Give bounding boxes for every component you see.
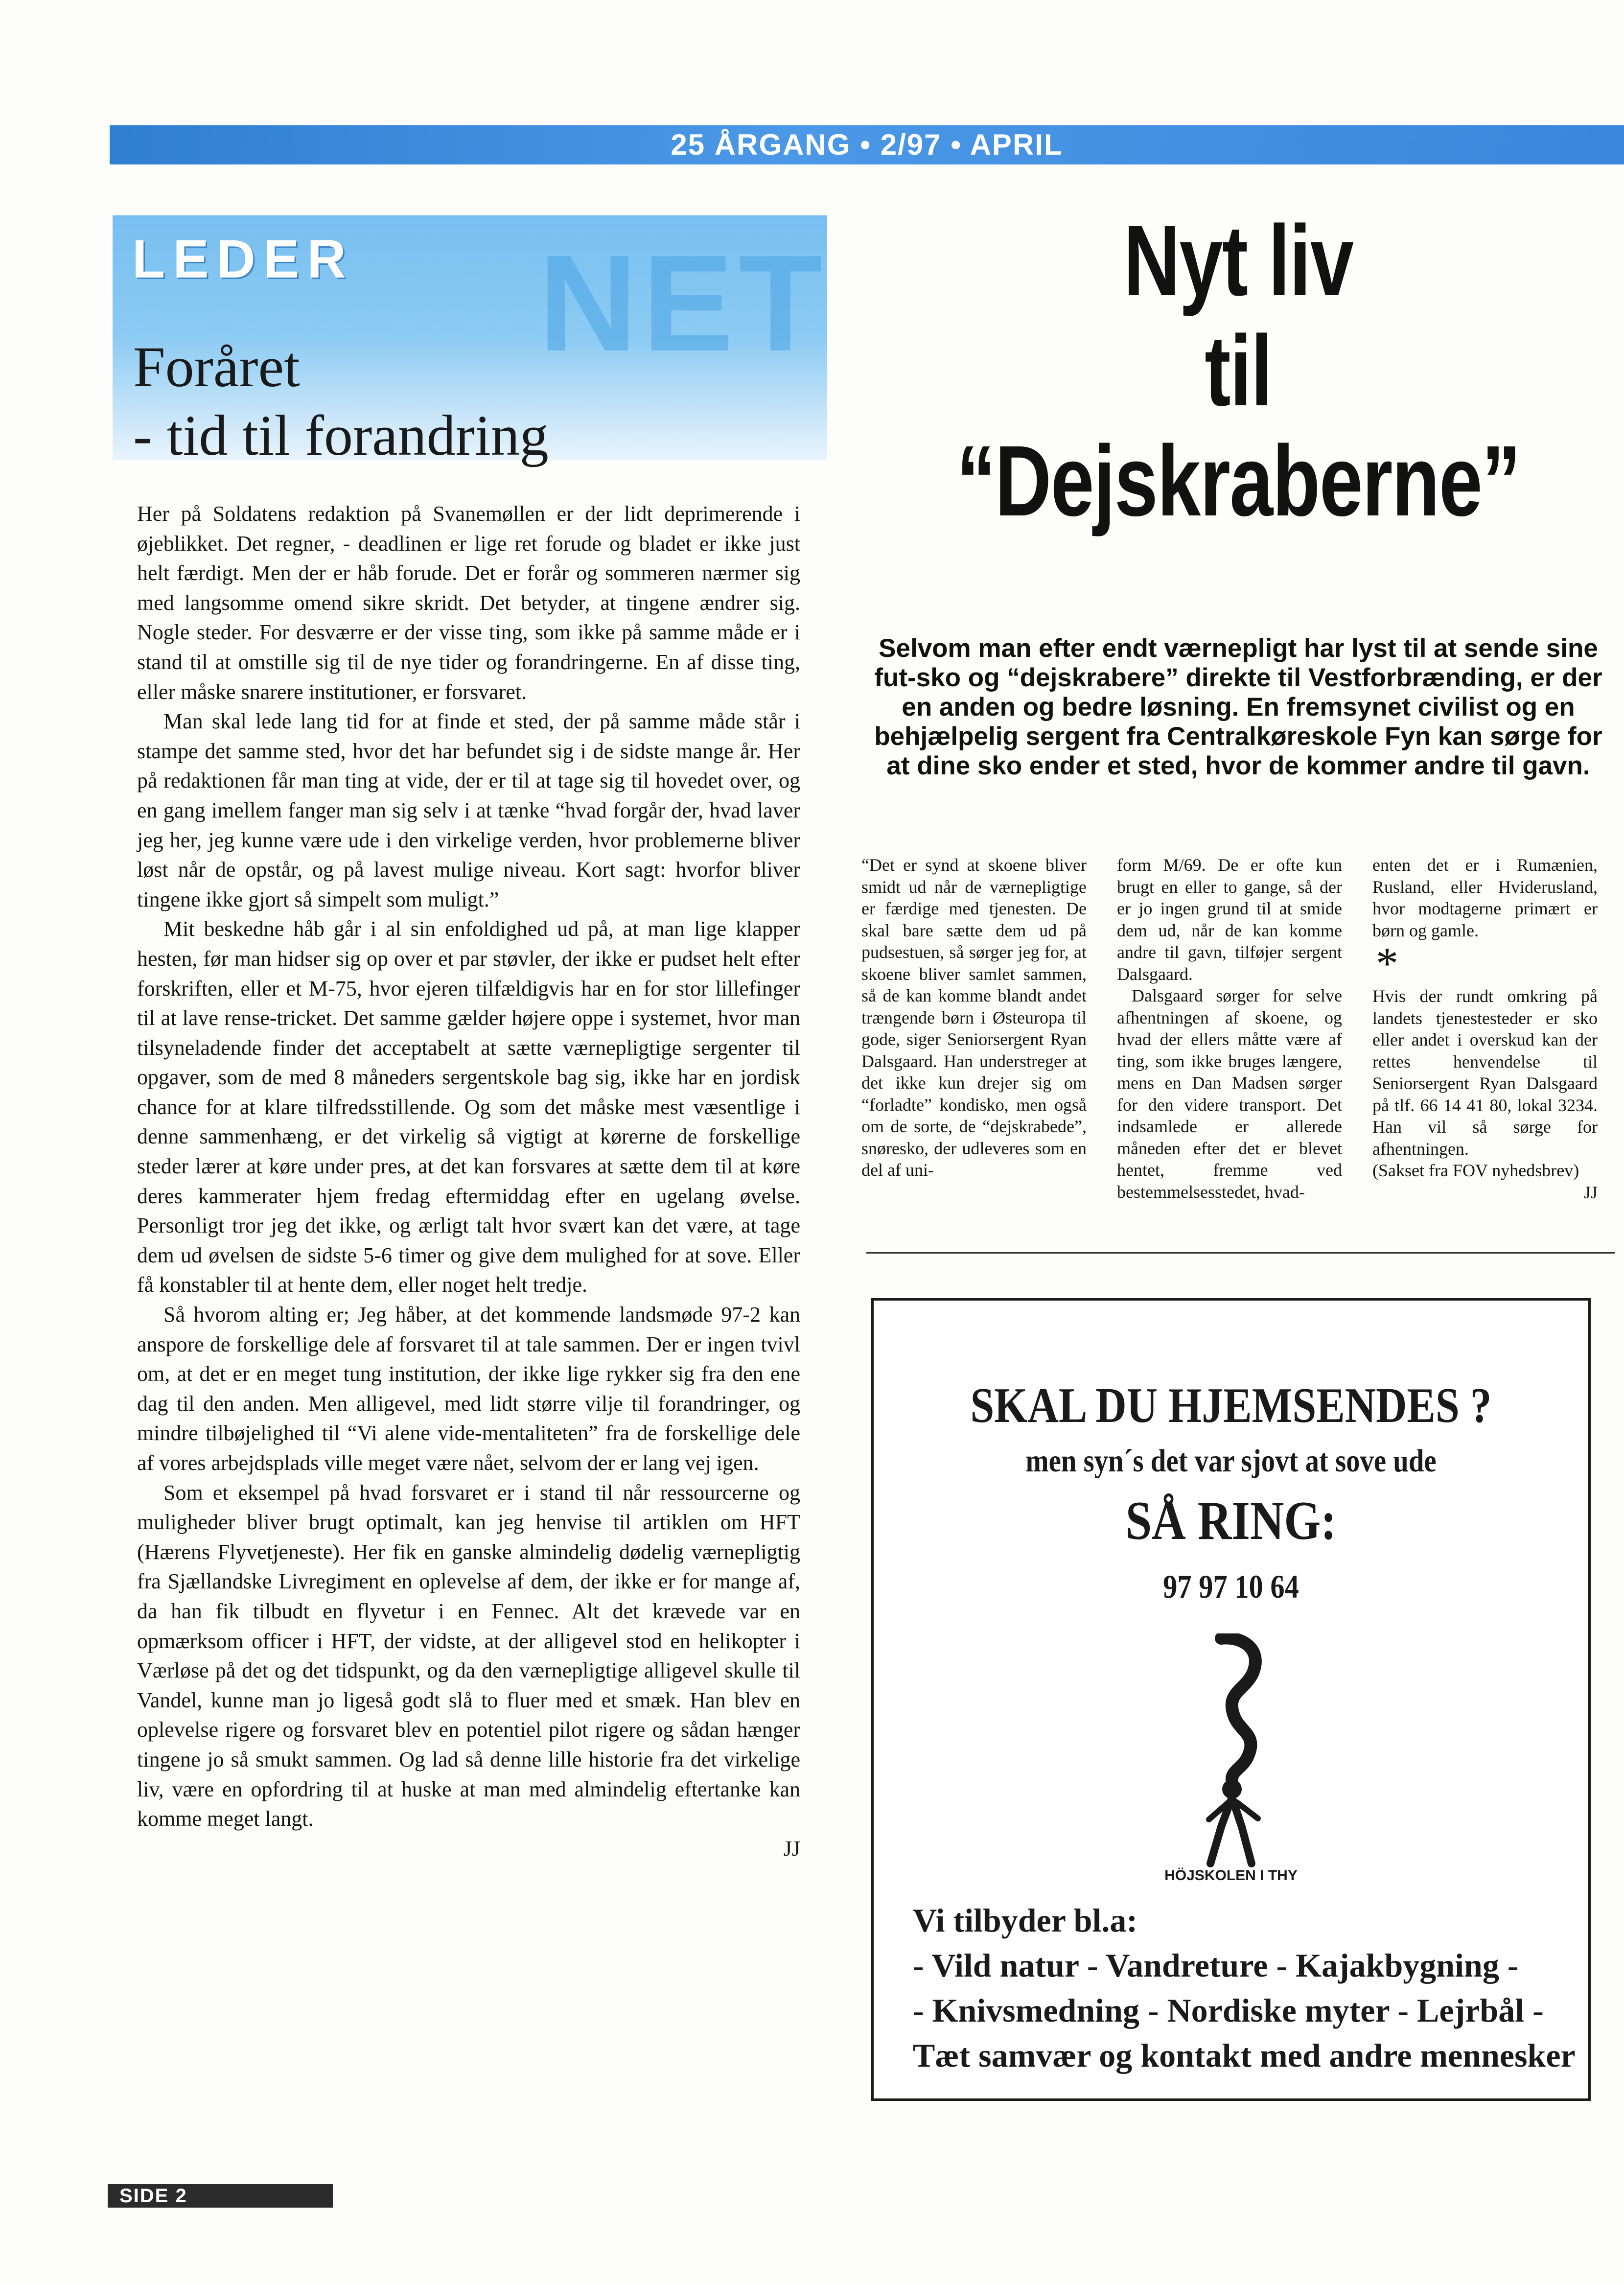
article-columns — [861, 854, 1601, 1226]
article-column-3 — [1372, 854, 1598, 1226]
article-headline — [944, 206, 1532, 536]
leder-paragraph: Man skal lede lang tid for at finde et sted, der på samme måde står i stampe det samme sted, hvor det har befundet sig i de sidste mange år. Her på redaktionen får man ting at vide, der er til at tage sig til hovedet over, og en gang imellem fanger man sig selv i at tænke “hvad forgår der, hvad laver jeg her, jeg kunne være ude i den virkelige verden, hvor problemerne bliver løst når de opstår, og på lavest mulige niveau. Kort sagt: hvorfor bliver tingene ikke gjort så simpelt som muligt.” — [137, 709, 800, 911]
asterisk-separator: * — [1376, 938, 1398, 988]
leder-label: LEDER — [132, 229, 354, 289]
ad-offer-row: Tæt samvær og kontakt med andre mennesker — [913, 2037, 1576, 2074]
article-subhead: Selvom man efter endt værnepligt har lyst til at sende sine fut-sko og “dejskrabere” direkte til Vestforbrænding, er der en anden og bedre løsning. En fremsynet civilist og en behjælpelig sergent fra Centralkøreskole Fyn kan sørge for at dine sko ender et sted, hvor de kommer andre til gavn. — [874, 634, 1602, 780]
article-signature: JJ — [1583, 1182, 1598, 1202]
article-column-2 — [1117, 854, 1342, 1226]
leder-title-line2: - tid til forandring — [133, 403, 549, 467]
ad-offer-row: - Vild natur - Vandreture - Kajakbygning - — [913, 1947, 1519, 1984]
page-number: SIDE 2 — [119, 2185, 187, 2207]
ad-subline: men syn´s det var sjovt at sove ude — [1025, 1443, 1437, 1479]
leder-title — [133, 333, 818, 470]
ad-offer-row: - Knivsmedning - Nordiske myter - Lejrbål - — [913, 1992, 1544, 2029]
article-text: Dalsgaard sørger for selve afhentningen af skoene, og hvad der ellers måtte være af ting, som ikke bruges længere, mens en Dan Madsen sørger for den videre transport. Det indsamlede er allerede måneden efter det er blevet hentet, fremme ved bestemmelsesstedet, hvad- — [1117, 986, 1342, 1202]
leder-body — [137, 499, 800, 2022]
leder-watermark: NET — [538, 227, 827, 380]
article-column-1 — [861, 854, 1087, 1226]
advertisement — [871, 1298, 1591, 2101]
article-text: Hvis der rundt omkring på landets tjenestesteder er sko eller andet i overskud kan der rettes henvendelse til Seniorsergent Ryan Dalsgaard på tlf. 66 14 41 80, lokal 3234. Han vil så sørge for afhentningen. — [1372, 986, 1598, 1159]
headline-line3: “Dejskraberne” — [956, 425, 1520, 537]
ad-headline: SKAL DU HJEMSENDES ? — [970, 1378, 1492, 1433]
leder-paragraph: Som et eksempel på hvad forsvaret er i stand til når ressourcerne og muligheder bliver brugt optimalt, kan jeg henvise til artiklen om HFT (Hærens Flyvetjeneste). Her fik en ganske almindelig dødelig værnepligtig fra Sjællandske Livregiment en oplevelse af dem, der ikke er for mange af, da han fik tilbudt en flyvetur i en Fennec. Alt det krævede var en opmærksom officer i HFT, der vidste, at der alligevel stod en helikopter i Værløse på det og det tidspunkt, og da den værnepligtige alligevel skulle til Vandel, kunne man jo ligeså godt slå to fluer med et smæk. Han blev en oplevelse rigere og forsvaret blev en potentiel pilot rigere og sådan hænger tingene jo så smukt sammen. Og lad så denne lille historie fra det virkelige liv, være en opfordring til at huske at man med almindelig eftertanke kan komme meget langt. — [137, 1480, 800, 1831]
school-logo-figure-icon — [1148, 1633, 1324, 1878]
article-text: form M/69. De er ofte kun brugt en eller to gange, så der er jo ingen grund til at smide dem ud, når de kan komme andre til gavn, tilføjer sergent Dalsgaard. — [1117, 855, 1342, 984]
article-source-note: (Sakset fra FOV nyhedsbrev) — [1372, 1161, 1579, 1180]
ad-offer-list — [913, 1898, 1576, 2078]
leder-signature: JJ — [783, 1836, 800, 1861]
leder-paragraph: Mit beskedne håb går i al sin enfoldighed ud på, at man lige klapper hesten, før man hidser sig op over et par støvler, der ikke er pudset helt efter forskriften, eller et M-75, hvor ejeren tilfældigvis har en for stor lillefinger til at lave rense-tricket. Det samme gælder højere oppe i systemet, hvor man tilsyneladende finder det acceptabelt at sætte værnepligtige sergenter til opgaver, som de med 8 måneders sergentskole bag sig, ikke har en jordisk chance for at klare tilfredsstillende. Og som det måske mest væsentlige i denne sammenhæng, er det virkelig så vigtigt at kørerne de forskellige steder lærer at køre under pres, at det kan forsvares at sætte dem til at køre deres kammerater hjem fredag eftermiddag efter en ugelang øvelse. Personligt tror jeg det ikke, og ærligt talt hvor svært kan det være, at tage dem ud øvelsen de sidste 5-6 timer og give dem mulighed for at sove. Eller få konstabler til at hente dem, eller noget helt tredje. — [137, 917, 800, 1297]
article-text: “Det er synd at skoene bliver smidt ud når de værnepligtige er færdige med tjenesten. De skal bare sætte dem ud på pudsestuen, så sørger jeg for, at skoene bliver samlet sammen, så de kan komme blandt andet trængende børn i Østeuropa til gode, siger Seniorsergent Ryan Dalsgaard. Han understreger at det ikke kun drejer sig om “forladte” kondisko, men også om de sorte, de “dejskrabede”, snøresko, der udleveres som en del af uni- — [861, 855, 1087, 1180]
ad-call-to-action: SÅ RING: — [1125, 1491, 1337, 1551]
leder-paragraph: Så hvorom alting er; Jeg håber, at det kommende landsmøde 97-2 kan anspore de forskellige dele af forsvaret til at tale sammen. Der er ingen tvivl om, at det er en meget tung institution, der ikke lige rykker sig fra den ene dag til den anden. Men alligevel, med lidt større vilje til forandringer, og mindre tilbøjelighed til “Vi alene vide-mentaliteten” fra de forskellige dele af vores arbejdsplads ville meget være nået, selvom der er lang vej igen. — [137, 1303, 800, 1475]
article-source-line — [1372, 1160, 1598, 1182]
horizontal-rule — [866, 1252, 1615, 1254]
issue-banner-text: 25 ÅRGANG • 2/97 • APRIL — [671, 128, 1063, 161]
ad-offer-intro: Vi tilbyder bl.a: — [913, 1902, 1138, 1939]
article-text: enten det er i Rumænien, Rusland, eller Hviderusland, hvor modtagerne primært er børn og gamle. — [1372, 855, 1598, 940]
headline-line1: Nyt liv — [1123, 205, 1353, 317]
school-logo-text: HÖJSKOLEN I THY — [1164, 1867, 1298, 1884]
leder-title-line1: Foråret — [133, 335, 300, 399]
leder-paragraph: Her på Soldatens redaktion på Svanemøllen er der lidt deprimerende i øjeblikket. Det regner, - deadlinen er lige ret forude og bladet er ikke just helt færdigt. Men der er håb forude. Det er forår og sommeren nærmer sig med langsomme omend sikre skridt. Det betyder, at tingene ændrer sig. Nogle steder. For desværre er der visse ting, som ikke på samme måde er i stand til at omstille sig til de nye tider og forandringerne. En af disse ting, eller måske snarere institutioner, er forsvaret. — [137, 502, 800, 704]
issue-banner — [110, 125, 1624, 164]
ad-phone-number: 97 97 10 64 — [1163, 1568, 1299, 1605]
headline-line2: til — [1205, 315, 1272, 427]
